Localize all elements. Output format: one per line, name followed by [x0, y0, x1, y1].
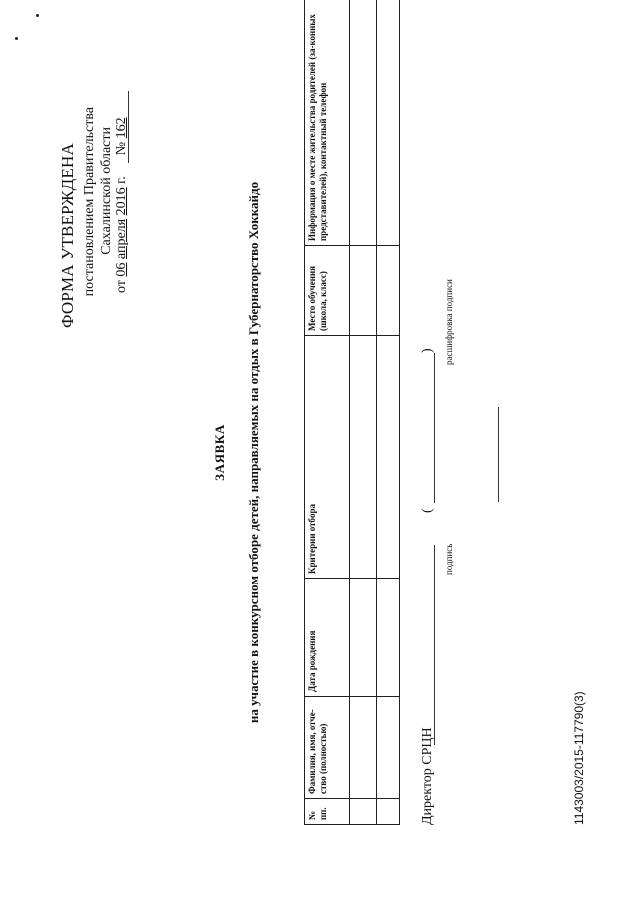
form-title: ЗАЯВКА	[212, 424, 227, 481]
approval-number: 162	[114, 117, 129, 139]
column-header-full-name: Фамилия, имя, отче-ство (полностью)	[305, 697, 350, 799]
table-cell[interactable]	[377, 246, 400, 336]
table-cell[interactable]	[350, 246, 377, 336]
signature-line[interactable]	[434, 545, 435, 745]
application-table	[304, 0, 400, 825]
table-cell[interactable]	[377, 579, 400, 697]
column-header-number: № пп.	[305, 799, 350, 825]
table-cell[interactable]	[377, 697, 400, 799]
approval-year-suffix: г.	[114, 176, 129, 184]
approval-line-1: постановлением Правительства	[82, 107, 97, 297]
signature-block	[420, 125, 460, 825]
table-cell[interactable]	[350, 579, 377, 697]
table-cell[interactable]	[350, 336, 377, 579]
column-header-birth-date: Дата рождения	[305, 579, 350, 697]
table-row	[350, 0, 377, 825]
column-header-school: Место обучения (школа, класс)	[305, 246, 350, 336]
approval-day: 06	[114, 262, 129, 277]
table-cell[interactable]	[350, 0, 377, 246]
approval-heading: ФОРМА УТВЕРЖДЕНА	[58, 143, 77, 328]
signature-decode-caption: расшифровка подписи	[444, 279, 454, 365]
table-cell[interactable]	[377, 799, 400, 825]
signature-decode-line[interactable]	[434, 353, 435, 503]
approval-year: 2016	[114, 187, 129, 216]
column-header-parents-info: Информация о месте жительства родителей (за-конных представителей), контактный телефон	[305, 0, 350, 246]
approval-number-prefix: №	[114, 141, 129, 156]
approval-from: от	[114, 280, 129, 293]
table-row	[377, 0, 400, 825]
form-subtitle: на участие в конкурсном отборе детей, направляемых на отдых в Губернаторство Хоккайдо	[246, 181, 261, 724]
stray-line	[498, 407, 499, 502]
table-cell[interactable]	[377, 0, 400, 246]
column-header-selection-criteria: Критерии отбора	[305, 336, 350, 579]
document-number: 1143003/2015-117790(3)	[572, 691, 586, 825]
approval-line-2: Сахалинской области	[99, 127, 114, 255]
approval-underline	[128, 91, 129, 163]
director-label: Директор СРЦН	[420, 727, 435, 825]
table-cell[interactable]	[377, 336, 400, 579]
signature-caption: подпись	[444, 543, 454, 575]
table-cell[interactable]	[350, 697, 377, 799]
paren-open: (	[420, 508, 435, 513]
table-cell[interactable]	[350, 799, 377, 825]
paren-close: )	[420, 348, 435, 353]
approval-month: апреля	[114, 218, 129, 260]
table-header-row	[305, 0, 350, 825]
